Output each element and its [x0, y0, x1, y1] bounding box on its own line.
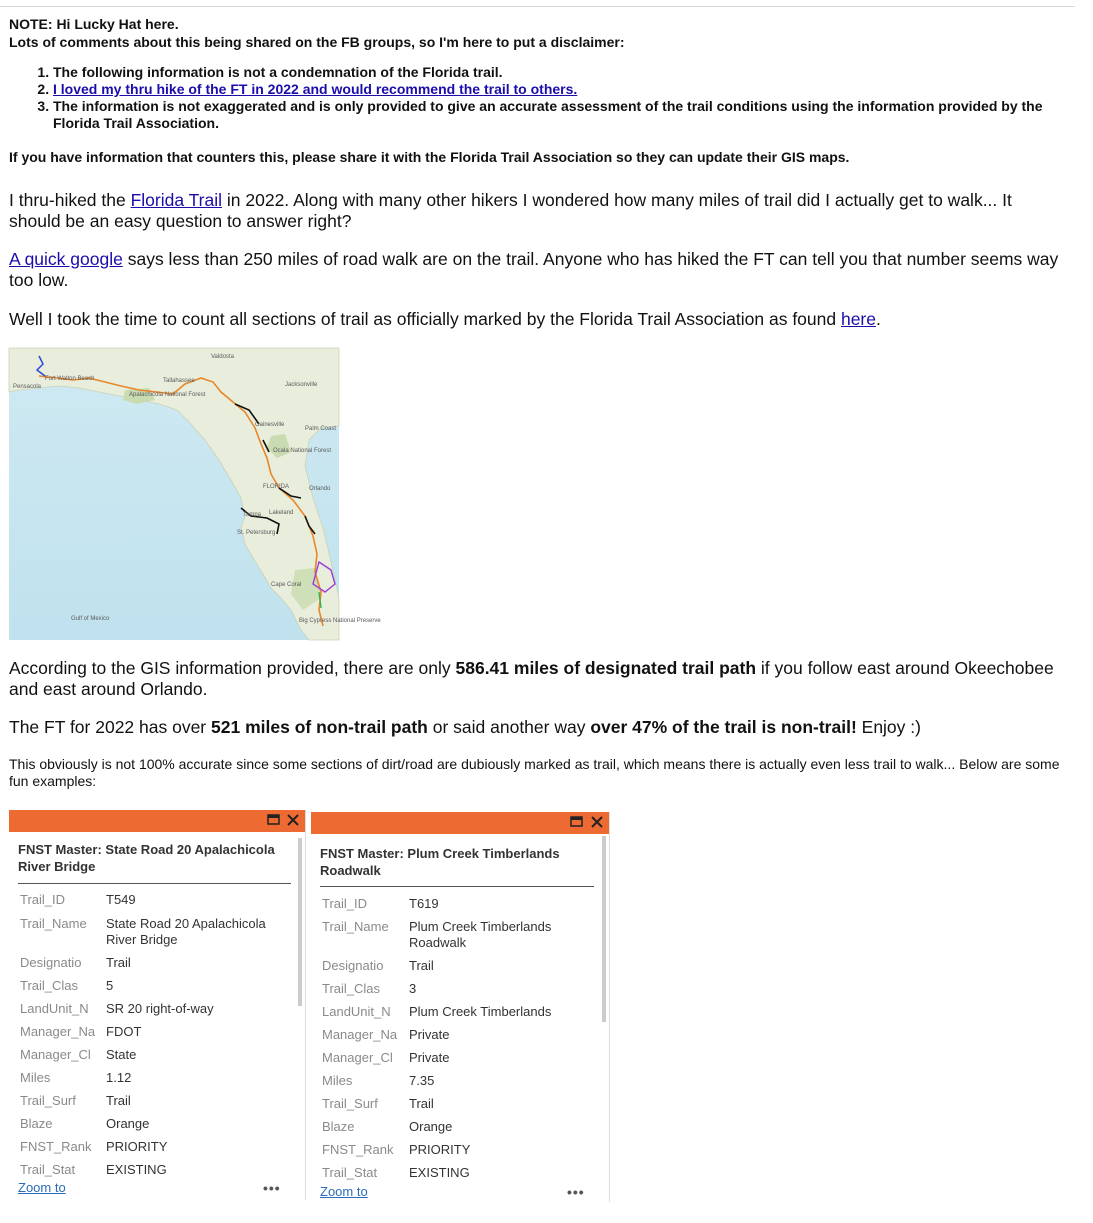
field-label: Trail_Surf — [322, 1096, 378, 1111]
field-label: LandUnit_N — [20, 1001, 89, 1016]
popup-plum-creek — [311, 812, 610, 1202]
field-value: 3 — [409, 981, 417, 996]
p4-text-after: if you follow east around Okeechobee and east around Orlando. — [9, 658, 1054, 699]
popup-divider — [18, 883, 291, 884]
p5-text-mid: or said another way — [427, 717, 591, 737]
zoom-to-link[interactable]: Zoom to — [320, 1184, 368, 1199]
field-label: Designatio — [322, 958, 384, 973]
popup-header-bar — [311, 812, 609, 834]
non-trail-miles: 521 miles of non-trail path — [211, 717, 428, 737]
field-value: State Road 20 Apalachicola River Bridge — [106, 916, 266, 947]
popup-divider — [320, 886, 594, 887]
map-label: Orlando — [309, 486, 331, 492]
paragraph-non-trail — [9, 717, 1067, 738]
field-value: EXISTING — [106, 1162, 167, 1177]
field-label: Trail_ID — [20, 892, 66, 907]
note-intro: Lots of comments about this being shared on the FB groups, so I'm here to put a disclaimer: — [9, 34, 625, 50]
designated-miles: 586.41 miles of designated trail path — [455, 658, 757, 678]
popup-scrollbar[interactable] — [602, 836, 606, 1022]
p5-text-before: The FT for 2022 has over — [9, 717, 212, 737]
field-value: Orange — [106, 1116, 150, 1131]
map-label: Fort Walton Beach — [45, 376, 95, 382]
map-label: Ocala National Forest — [273, 448, 332, 454]
map-label: Cape Coral — [271, 582, 302, 588]
field-label: Manager_Cl — [322, 1050, 393, 1065]
map-label: Apalachicola National Forest — [129, 392, 206, 398]
field-label: Miles — [322, 1073, 353, 1088]
here-link[interactable]: here — [840, 309, 876, 329]
field-value: T549 — [106, 892, 136, 907]
map-label: Big Cypress National Preserve — [299, 618, 381, 624]
field-label: FNST_Rank — [20, 1139, 92, 1154]
field-value: Trail — [409, 1096, 434, 1111]
field-value: FDOT — [106, 1024, 142, 1039]
p1-text-before: I thru-hiked the — [9, 190, 131, 210]
field-label: Trail_Surf — [20, 1093, 76, 1108]
field-value: PRIORITY — [409, 1142, 471, 1157]
map-label: Pensacola — [13, 384, 42, 390]
field-label: Trail_Stat — [322, 1165, 378, 1180]
field-value: Plum Creek Timberlands Roadwalk — [409, 919, 552, 950]
field-label: Manager_Na — [322, 1027, 398, 1042]
field-value: Trail — [409, 958, 434, 973]
field-label: FNST_Rank — [322, 1142, 394, 1157]
p3-text-after: . — [876, 309, 881, 329]
paragraph-examples: This obviously is not 100% accurate since some sections of dirt/road are dubiously marked as trail, which means there is actually even less trail to walk... Below are some fun examples: — [9, 756, 1060, 789]
field-value: 5 — [106, 978, 114, 993]
paragraph-counted — [9, 309, 1067, 330]
field-label: LandUnit_N — [322, 1004, 391, 1019]
disclaimer-item: 3. The information is not exaggerated and is only provided to give an accurate assessment of the trail conditions using the information provided by the Florida Trail Association. — [53, 98, 1093, 132]
p4-text-before: According to the GIS information provided, there are only — [9, 658, 456, 678]
popup-sr20-bridge — [9, 810, 306, 1200]
field-label: Trail_Stat — [20, 1162, 76, 1177]
popup-scrollbar[interactable] — [298, 838, 302, 1006]
paragraph-intro — [9, 190, 1067, 232]
note-greeting: NOTE: Hi Lucky Hat here. — [9, 16, 179, 32]
field-label: Trail_ID — [322, 896, 368, 911]
more-options-icon[interactable]: ••• — [567, 1184, 585, 1200]
close-icon[interactable] — [286, 813, 300, 827]
p1-text-after: in 2022. Along with many other hikers I wondered how many miles of trail did I actually get to walk... It should be an easy question to answer right? — [9, 190, 1012, 231]
map-label: FLORIDA — [263, 484, 290, 490]
p3-text-before: Well I took the time to count all sections of trail as officially marked by the Florida Trail Association as found — [9, 309, 841, 329]
florida-trail-map — [9, 348, 381, 640]
field-value: Private — [409, 1027, 450, 1042]
p5-text-after: Enjoy :) — [856, 717, 921, 737]
field-value: Trail — [106, 1093, 131, 1108]
paragraph-google — [9, 249, 1067, 291]
map-label: Lakeland — [269, 510, 294, 516]
zoom-to-link[interactable]: Zoom to — [18, 1180, 66, 1195]
field-label: Trail_Name — [20, 916, 87, 931]
field-label: Trail_Clas — [322, 981, 381, 996]
field-value: State — [106, 1047, 137, 1062]
disclaimer-note — [9, 15, 1059, 51]
field-label: Trail_Name — [322, 919, 389, 934]
field-value: PRIORITY — [106, 1139, 168, 1154]
paragraph-gis-stats — [9, 658, 1067, 700]
field-value: 1.12 — [106, 1070, 132, 1085]
popup-title: FNST Master: Plum Creek Timberlands Roadwalk — [320, 846, 560, 878]
field-value: Private — [409, 1050, 450, 1065]
field-label: Manager_Na — [20, 1024, 96, 1039]
note-counter: If you have information that counters this, please share it with the Florida Trail Association so they can update their GIS maps. — [9, 149, 850, 165]
field-label: Blaze — [322, 1119, 355, 1134]
p2-text: says less than 250 miles of road walk are on the trail. Anyone who has hiked the FT can tell you that number seems way too low. — [9, 249, 1059, 290]
field-value: SR 20 right-of-way — [106, 1001, 214, 1016]
map-label: Tampa — [243, 512, 262, 518]
field-value: T619 — [409, 896, 439, 911]
map-label: St. Petersburg — [237, 530, 276, 536]
field-label: Miles — [20, 1070, 51, 1085]
disclaimer-item-link — [53, 81, 1093, 98]
field-value: Trail — [106, 955, 131, 970]
map-graphic — [9, 348, 381, 640]
field-label: Designatio — [20, 955, 82, 970]
top-divider — [0, 6, 1075, 7]
more-options-icon[interactable]: ••• — [263, 1180, 281, 1196]
quick-google-link[interactable]: A quick google — [9, 249, 123, 269]
field-label: Trail_Clas — [20, 978, 79, 993]
field-value: Plum Creek Timberlands — [409, 1004, 552, 1019]
field-label: Blaze — [20, 1116, 53, 1131]
field-value: 7.35 — [409, 1073, 435, 1088]
field-label: Manager_Cl — [20, 1047, 91, 1062]
disclaimer-item: 1. The following information is not a condemnation of the Florida trail. — [53, 64, 1093, 81]
map-label: Tallahassee — [163, 378, 195, 384]
field-value: EXISTING — [409, 1165, 470, 1180]
disclaimer-link[interactable]: I loved my thru hike of the FT in 2022 and would recommend the trail to others. — [53, 81, 578, 97]
disclaimer-list — [9, 64, 1093, 132]
map-label: Palm Coast — [305, 426, 337, 432]
non-trail-percent: over 47% of the trail is non-trail! — [590, 717, 857, 737]
field-value: Orange — [409, 1119, 453, 1134]
map-label: Jacksonville — [285, 382, 318, 388]
maximize-icon[interactable] — [267, 813, 281, 827]
popup-title: FNST Master: State Road 20 Apalachicola River Bridge — [18, 842, 275, 874]
map-label: Valdosta — [211, 354, 234, 360]
map-label: Gulf of Mexico — [71, 616, 110, 622]
map-label: Gainesville — [255, 422, 285, 428]
maximize-icon[interactable] — [570, 815, 584, 829]
florida-trail-link[interactable]: Florida Trail — [130, 190, 223, 210]
close-icon[interactable] — [590, 815, 604, 829]
popup-header-bar — [9, 810, 305, 832]
